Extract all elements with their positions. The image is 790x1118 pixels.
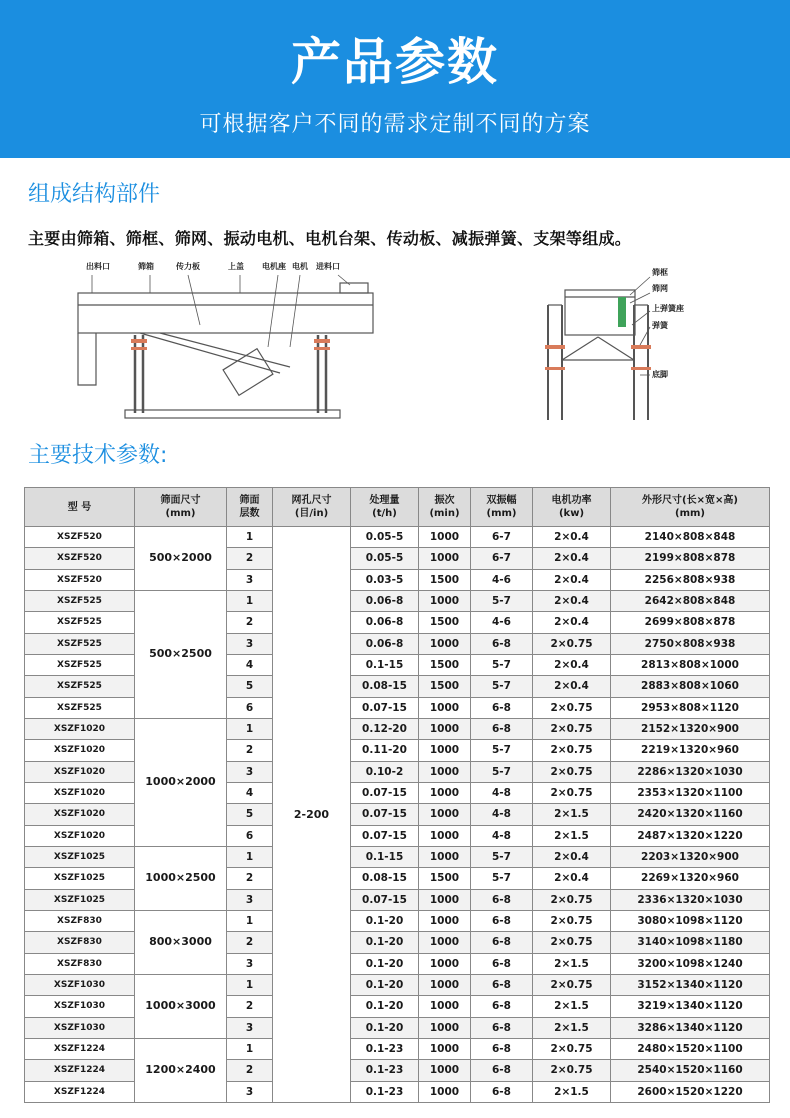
cell-capacity: 0.12-20 <box>351 718 419 739</box>
spring-marks <box>131 339 330 350</box>
cell-dimensions: 2353×1320×1100 <box>611 782 770 803</box>
cell-model: XSZF1020 <box>25 740 135 761</box>
cell-motor-power: 2×1.5 <box>533 825 611 846</box>
cell-capacity: 0.1-20 <box>351 910 419 931</box>
cell-amplitude: 5-7 <box>471 590 533 611</box>
cell-model: XSZF1030 <box>25 1017 135 1038</box>
cell-capacity: 0.07-15 <box>351 804 419 825</box>
cell-amplitude: 6-8 <box>471 697 533 718</box>
cell-dimensions: 3286×1340×1120 <box>611 1017 770 1038</box>
cell-model: XSZF830 <box>25 932 135 953</box>
cell-screen-size: 1000×3000 <box>135 974 227 1038</box>
cell-frequency: 1000 <box>419 846 471 867</box>
cell-model: XSZF1224 <box>25 1060 135 1081</box>
cell-model: XSZF525 <box>25 612 135 633</box>
cell-frequency: 1000 <box>419 718 471 739</box>
header-motor-power: 电机功率 (kw) <box>533 488 611 527</box>
cell-dimensions: 3152×1340×1120 <box>611 974 770 995</box>
page-subtitle: 可根据客户不同的需求定制不同的方案 <box>199 112 591 137</box>
cell-frequency: 1000 <box>419 633 471 654</box>
cell-model: XSZF520 <box>25 527 135 548</box>
cell-amplitude: 4-6 <box>471 612 533 633</box>
cell-capacity: 0.1-20 <box>351 953 419 974</box>
cell-model: XSZF1030 <box>25 996 135 1017</box>
cell-capacity: 0.06-8 <box>351 612 419 633</box>
cell-capacity: 0.05-5 <box>351 527 419 548</box>
cell-frequency: 1000 <box>419 527 471 548</box>
label-spring: 弹簧 <box>652 321 668 330</box>
cell-frequency: 1000 <box>419 932 471 953</box>
cell-motor-power: 2×0.75 <box>533 889 611 910</box>
cell-capacity: 0.1-20 <box>351 1017 419 1038</box>
cell-dimensions: 2487×1320×1220 <box>611 825 770 846</box>
cell-layers: 2 <box>227 932 273 953</box>
cell-screen-size: 500×2000 <box>135 527 227 591</box>
cell-dimensions: 2256×808×938 <box>611 569 770 590</box>
cell-amplitude: 5-7 <box>471 654 533 675</box>
cell-layers: 1 <box>227 590 273 611</box>
spec-table-body <box>25 527 770 1103</box>
cell-model: XSZF1020 <box>25 761 135 782</box>
label-outlet: 出料口 <box>86 262 110 271</box>
page-header <box>0 0 790 158</box>
cell-motor-power: 2×0.4 <box>533 548 611 569</box>
cell-motor-power: 2×0.75 <box>533 1038 611 1059</box>
cell-capacity: 0.1-15 <box>351 846 419 867</box>
cell-layers: 2 <box>227 548 273 569</box>
cell-model: XSZF525 <box>25 697 135 718</box>
cell-screen-size: 800×3000 <box>135 910 227 974</box>
cell-capacity: 0.1-23 <box>351 1081 419 1102</box>
table-row <box>25 974 770 995</box>
cell-dimensions: 2540×1520×1160 <box>611 1060 770 1081</box>
table-row <box>25 910 770 931</box>
cell-amplitude: 5-7 <box>471 761 533 782</box>
cell-layers: 3 <box>227 569 273 590</box>
cell-dimensions: 2420×1320×1160 <box>611 804 770 825</box>
cell-model: XSZF525 <box>25 633 135 654</box>
cell-amplitude: 6-8 <box>471 932 533 953</box>
cell-dimensions: 2140×808×848 <box>611 527 770 548</box>
cell-amplitude: 6-8 <box>471 974 533 995</box>
cell-dimensions: 2219×1320×960 <box>611 740 770 761</box>
cell-model: XSZF525 <box>25 654 135 675</box>
cell-model: XSZF1020 <box>25 804 135 825</box>
cell-model: XSZF1020 <box>25 782 135 803</box>
cell-screen-size: 1000×2500 <box>135 846 227 910</box>
cell-model: XSZF520 <box>25 548 135 569</box>
cell-amplitude: 6-8 <box>471 1017 533 1038</box>
cell-frequency: 1000 <box>419 996 471 1017</box>
cell-amplitude: 6-8 <box>471 633 533 654</box>
cell-model: XSZF525 <box>25 590 135 611</box>
cell-motor-power: 2×1.5 <box>533 1081 611 1102</box>
cell-amplitude: 5-7 <box>471 868 533 889</box>
cell-dimensions: 2480×1520×1100 <box>611 1038 770 1059</box>
components-description: 主要由筛箱、筛框、筛网、振动电机、电机台架、传动板、减振弹簧、支架等组成。 <box>28 229 632 248</box>
cell-capacity: 0.10-2 <box>351 761 419 782</box>
label-screen-frame: 筛框 <box>652 268 668 277</box>
structure-diagram <box>0 255 790 435</box>
cell-dimensions: 2750×808×938 <box>611 633 770 654</box>
cell-dimensions: 3080×1098×1120 <box>611 910 770 931</box>
cell-motor-power: 2×0.4 <box>533 527 611 548</box>
header-frequency: 振次 (min) <box>419 488 471 527</box>
header-capacity: 处理量 (t/h) <box>351 488 419 527</box>
cell-frequency: 1000 <box>419 1038 471 1059</box>
cell-amplitude: 6-8 <box>471 1081 533 1102</box>
cell-frequency: 1500 <box>419 676 471 697</box>
cell-amplitude: 5-7 <box>471 740 533 761</box>
cell-motor-power: 2×0.75 <box>533 761 611 782</box>
cell-amplitude: 6-8 <box>471 996 533 1017</box>
cell-model: XSZF1224 <box>25 1081 135 1102</box>
cell-capacity: 0.03-5 <box>351 569 419 590</box>
cell-model: XSZF1025 <box>25 889 135 910</box>
cell-layers: 2 <box>227 996 273 1017</box>
table-row <box>25 846 770 867</box>
cell-layers: 6 <box>227 697 273 718</box>
header-amplitude: 双振幅 (mm) <box>471 488 533 527</box>
cell-layers: 3 <box>227 633 273 654</box>
cell-motor-power: 2×0.75 <box>533 974 611 995</box>
cell-layers: 5 <box>227 804 273 825</box>
cell-model: XSZF830 <box>25 953 135 974</box>
cell-dimensions: 2699×808×878 <box>611 612 770 633</box>
cell-frequency: 1000 <box>419 548 471 569</box>
cell-capacity: 0.1-23 <box>351 1060 419 1081</box>
cell-capacity: 0.06-8 <box>351 633 419 654</box>
cell-frequency: 1000 <box>419 1081 471 1102</box>
cell-dimensions: 2953×808×1120 <box>611 697 770 718</box>
cell-layers: 4 <box>227 654 273 675</box>
cell-amplitude: 6-8 <box>471 1060 533 1081</box>
cell-dimensions: 2199×808×878 <box>611 548 770 569</box>
screen-mesh-mark <box>618 297 626 327</box>
cell-layers: 3 <box>227 1081 273 1102</box>
cell-dimensions: 2203×1320×900 <box>611 846 770 867</box>
cell-amplitude: 6-8 <box>471 718 533 739</box>
cell-model: XSZF1224 <box>25 1038 135 1059</box>
cell-dimensions: 2600×1520×1220 <box>611 1081 770 1102</box>
cell-amplitude: 6-8 <box>471 1038 533 1059</box>
table-row <box>25 527 770 548</box>
cell-frequency: 1500 <box>419 569 471 590</box>
label-screen-box: 筛箱 <box>138 262 154 271</box>
cell-layers: 1 <box>227 974 273 995</box>
cell-dimensions: 2336×1320×1030 <box>611 889 770 910</box>
cell-capacity: 0.07-15 <box>351 697 419 718</box>
cell-dimensions: 2286×1320×1030 <box>611 761 770 782</box>
cell-frequency: 1000 <box>419 974 471 995</box>
cell-layers: 3 <box>227 761 273 782</box>
cell-amplitude: 5-7 <box>471 676 533 697</box>
header-screen-size: 筛面尺寸 (mm) <box>135 488 227 527</box>
cell-frequency: 1500 <box>419 654 471 675</box>
cell-model: XSZF520 <box>25 569 135 590</box>
cell-capacity: 0.07-15 <box>351 825 419 846</box>
cell-layers: 4 <box>227 782 273 803</box>
label-transfer-plate: 传力板 <box>176 262 200 271</box>
cell-model: XSZF1025 <box>25 868 135 889</box>
cell-dimensions: 2642×808×848 <box>611 590 770 611</box>
cell-frequency: 1000 <box>419 697 471 718</box>
cell-motor-power: 2×0.4 <box>533 569 611 590</box>
cell-capacity: 0.11-20 <box>351 740 419 761</box>
cell-screen-size: 1000×2000 <box>135 718 227 846</box>
cell-amplitude: 6-7 <box>471 527 533 548</box>
cell-dimensions: 2813×808×1000 <box>611 654 770 675</box>
cell-amplitude: 6-8 <box>471 953 533 974</box>
label-motor-base: 电机座 <box>262 262 286 271</box>
cell-layers: 1 <box>227 846 273 867</box>
cell-frequency: 1000 <box>419 804 471 825</box>
cell-amplitude: 6-8 <box>471 889 533 910</box>
cell-layers: 3 <box>227 1017 273 1038</box>
cell-motor-power: 2×0.75 <box>533 740 611 761</box>
cell-motor-power: 2×0.4 <box>533 612 611 633</box>
cell-motor-power: 2×0.4 <box>533 590 611 611</box>
cell-layers: 5 <box>227 676 273 697</box>
cell-dimensions: 3140×1098×1180 <box>611 932 770 953</box>
table-row <box>25 590 770 611</box>
header-layers: 筛面 层数 <box>227 488 273 527</box>
cell-motor-power: 2×0.75 <box>533 782 611 803</box>
cell-motor-power: 2×0.75 <box>533 633 611 654</box>
end-view-labels <box>652 267 684 379</box>
header-mesh-size: 网孔尺寸 (目/in) <box>273 488 351 527</box>
cell-amplitude: 4-8 <box>471 782 533 803</box>
cell-motor-power: 2×0.75 <box>533 910 611 931</box>
cell-screen-size: 500×2500 <box>135 590 227 718</box>
cell-layers: 1 <box>227 527 273 548</box>
cell-frequency: 1000 <box>419 1017 471 1038</box>
cell-motor-power: 2×0.75 <box>533 1060 611 1081</box>
cell-layers: 6 <box>227 825 273 846</box>
cell-amplitude: 4-8 <box>471 825 533 846</box>
side-view-drawing <box>78 275 373 418</box>
cell-model: XSZF1025 <box>25 846 135 867</box>
cell-motor-power: 2×0.75 <box>533 697 611 718</box>
cell-model: XSZF830 <box>25 910 135 931</box>
cell-layers: 3 <box>227 953 273 974</box>
cell-frequency: 1000 <box>419 761 471 782</box>
cell-amplitude: 6-8 <box>471 910 533 931</box>
table-row <box>25 1038 770 1059</box>
cell-capacity: 0.1-23 <box>351 1038 419 1059</box>
cell-dimensions: 2152×1320×900 <box>611 718 770 739</box>
cell-capacity: 0.08-15 <box>351 868 419 889</box>
cell-layers: 1 <box>227 910 273 931</box>
cell-mesh-size: 2-200 <box>273 527 351 1103</box>
cell-frequency: 1000 <box>419 825 471 846</box>
cell-model: XSZF525 <box>25 676 135 697</box>
cell-model: XSZF1030 <box>25 974 135 995</box>
cell-layers: 2 <box>227 740 273 761</box>
cell-dimensions: 3200×1098×1240 <box>611 953 770 974</box>
cell-frequency: 1000 <box>419 782 471 803</box>
cell-model: XSZF1020 <box>25 825 135 846</box>
label-top-cover: 上盖 <box>228 262 244 271</box>
cell-motor-power: 2×0.4 <box>533 676 611 697</box>
cell-frequency: 1000 <box>419 910 471 931</box>
cell-dimensions: 2883×808×1060 <box>611 676 770 697</box>
cell-frequency: 1500 <box>419 612 471 633</box>
cell-frequency: 1000 <box>419 590 471 611</box>
cell-model: XSZF1020 <box>25 718 135 739</box>
cell-layers: 2 <box>227 868 273 889</box>
cell-amplitude: 5-7 <box>471 846 533 867</box>
cell-capacity: 0.07-15 <box>351 889 419 910</box>
cell-frequency: 1500 <box>419 868 471 889</box>
spec-table <box>24 487 770 1103</box>
cell-amplitude: 4-6 <box>471 569 533 590</box>
cell-capacity: 0.07-15 <box>351 782 419 803</box>
cell-motor-power: 2×0.75 <box>533 932 611 953</box>
cell-capacity: 0.1-15 <box>351 654 419 675</box>
cell-screen-size: 1200×2400 <box>135 1038 227 1102</box>
table-row <box>25 718 770 739</box>
cell-motor-power: 2×0.4 <box>533 868 611 889</box>
label-upper-spring-seat: 上弹簧座 <box>652 304 684 313</box>
cell-motor-power: 2×0.75 <box>533 718 611 739</box>
tech-params-heading: 主要技术参数: <box>28 443 168 468</box>
end-spring-marks <box>545 345 651 370</box>
cell-motor-power: 2×1.5 <box>533 804 611 825</box>
cell-capacity: 0.08-15 <box>351 676 419 697</box>
cell-amplitude: 6-7 <box>471 548 533 569</box>
cell-frequency: 1000 <box>419 889 471 910</box>
cell-amplitude: 4-8 <box>471 804 533 825</box>
cell-motor-power: 2×1.5 <box>533 1017 611 1038</box>
cell-capacity: 0.1-20 <box>351 996 419 1017</box>
cell-capacity: 0.06-8 <box>351 590 419 611</box>
cell-layers: 1 <box>227 718 273 739</box>
cell-motor-power: 2×0.4 <box>533 654 611 675</box>
cell-capacity: 0.1-20 <box>351 974 419 995</box>
cell-frequency: 1000 <box>419 953 471 974</box>
cell-capacity: 0.1-20 <box>351 932 419 953</box>
cell-motor-power: 2×1.5 <box>533 996 611 1017</box>
side-view-labels <box>86 261 340 271</box>
cell-frequency: 1000 <box>419 740 471 761</box>
cell-motor-power: 2×1.5 <box>533 953 611 974</box>
cell-layers: 2 <box>227 1060 273 1081</box>
label-screen-mesh: 筛网 <box>652 284 668 293</box>
header-dimensions: 外形尺寸(长×宽×高) (mm) <box>611 488 770 527</box>
label-base-foot: 底脚 <box>652 370 668 379</box>
label-inlet: 进料口 <box>316 262 340 271</box>
label-motor: 电机 <box>292 262 308 271</box>
cell-frequency: 1000 <box>419 1060 471 1081</box>
cell-dimensions: 2269×1320×960 <box>611 868 770 889</box>
cell-layers: 3 <box>227 889 273 910</box>
cell-motor-power: 2×0.4 <box>533 846 611 867</box>
cell-dimensions: 3219×1340×1120 <box>611 996 770 1017</box>
page-title: 产品参数 <box>291 33 499 91</box>
components-heading: 组成结构部件 <box>28 182 161 207</box>
cell-layers: 1 <box>227 1038 273 1059</box>
cell-layers: 2 <box>227 612 273 633</box>
cell-capacity: 0.05-5 <box>351 548 419 569</box>
table-header-row <box>25 488 770 527</box>
header-model: 型 号 <box>25 488 135 527</box>
